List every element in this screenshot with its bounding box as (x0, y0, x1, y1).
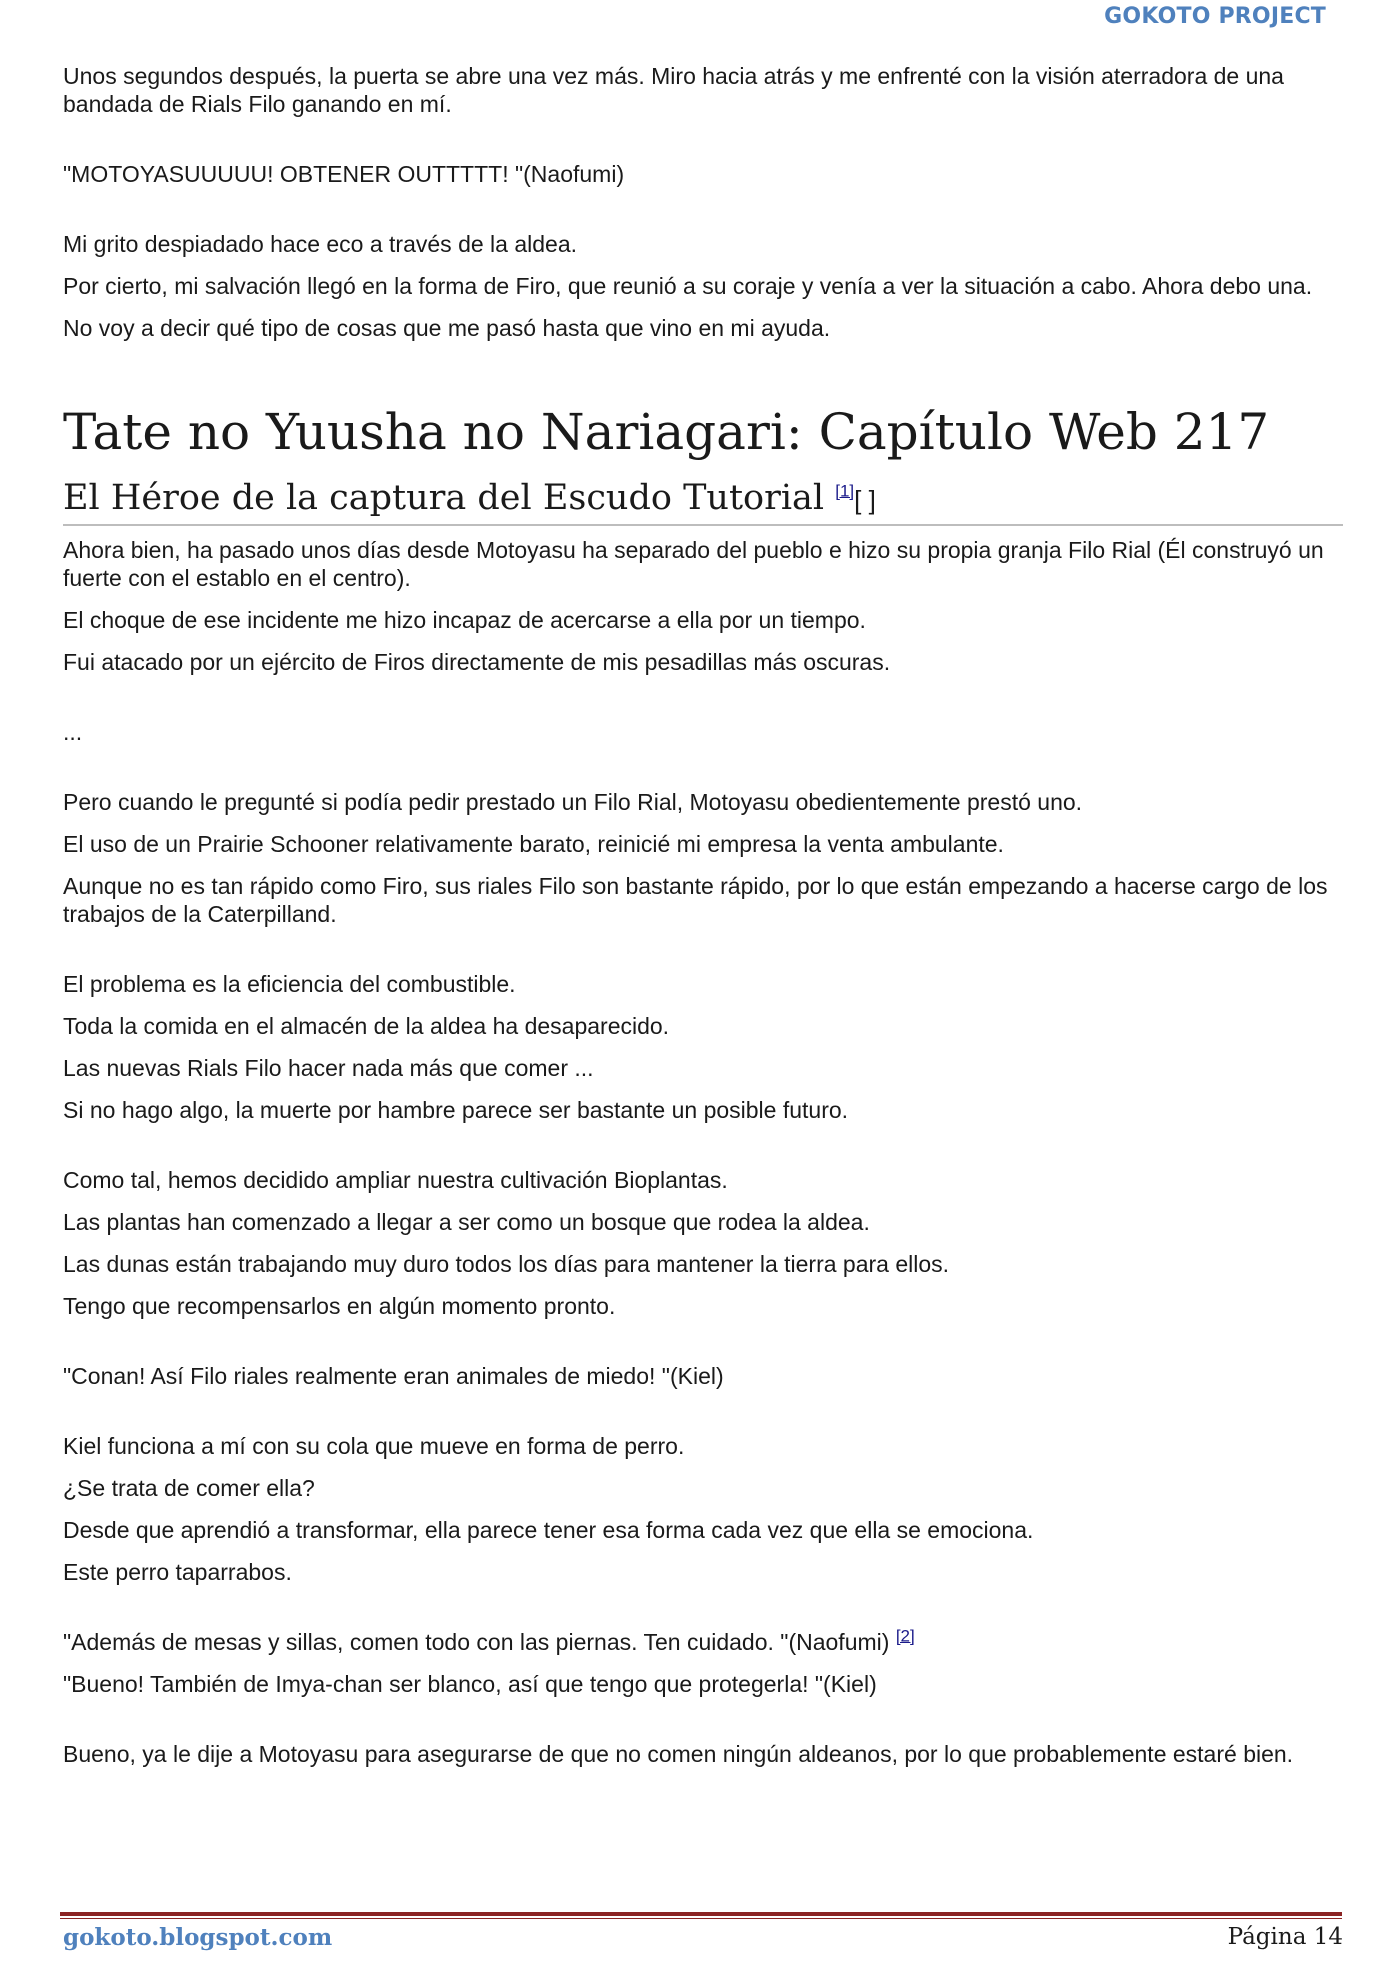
chapter-subtitle (63, 476, 1343, 526)
paragraph: Pero cuando le pregunté si podía pedir prestado un Filo Rial, Motoyasu obedientemente prestó uno. (63, 789, 1083, 815)
paragraph-text: "Además de mesas y sillas, comen todo con las piernas. Ten cuidado. "(Naofumi) (63, 1629, 890, 1655)
edit-link[interactable]: [ ] (854, 485, 876, 515)
header-brand: GOKOTO PROJECT (1104, 4, 1326, 29)
paragraph: No voy a decir qué tipo de cosas que me pasó hasta que vino en mi ayuda. (63, 315, 831, 341)
paragraph: Toda la comida en el almacén de la aldea ha desaparecido. (63, 1013, 670, 1039)
paragraph: Kiel funciona a mí con su cola que mueve en forma de perro. (63, 1433, 685, 1459)
paragraph: Si no hago algo, la muerte por hambre parece ser bastante un posible futuro. (63, 1097, 849, 1123)
paragraph: Este perro taparrabos. (63, 1559, 292, 1585)
footnote-link-1[interactable]: [1] (835, 481, 855, 501)
paragraph: ... (63, 719, 83, 745)
chapter-subtitle-text: El Héroe de la captura del Escudo Tutorial (63, 478, 825, 518)
paragraph: Mi grito despiadado hace eco a través de la aldea. (63, 231, 577, 257)
paragraph: El problema es la eficiencia del combustible. (63, 971, 516, 997)
paragraph: Las nuevas Rials Filo hacer nada más que comer ... (63, 1055, 594, 1081)
paragraph: El uso de un Prairie Schooner relativamente barato, reinicié mi empresa la venta ambulante. (63, 831, 1004, 857)
paragraph: Bueno, ya le dije a Motoyasu para asegurarse de que no comen ningún aldeanos, por lo que probablemente estaré bien. (63, 1741, 1294, 1767)
paragraph (63, 1628, 1343, 1656)
paragraph: El choque de ese incidente me hizo incapaz de acercarse a ella por un tiempo. (63, 607, 866, 633)
footnote-link-2[interactable]: [2] (895, 1626, 915, 1646)
paragraph: Tengo que recompensarlos en algún momento pronto. (63, 1293, 616, 1319)
paragraph: Fui atacado por un ejército de Firos directamente de mis pesadillas más oscuras. (63, 649, 891, 675)
paragraph: Aunque no es tan rápido como Firo, sus riales Filo son bastante rápido, por lo que están empezando a hacerse cargo de los trabajos de la Caterpilland. (63, 873, 1328, 927)
paragraph: Las plantas han comenzado a llegar a ser como un bosque que rodea la aldea. (63, 1209, 870, 1235)
page-number: Página 14 (1227, 1924, 1343, 1950)
paragraph: ¿Se trata de comer ella? (63, 1475, 315, 1501)
paragraph: Como tal, hemos decidido ampliar nuestra cultivación Bioplantas. (63, 1167, 728, 1193)
page-content (63, 62, 1343, 1782)
paragraph: "Bueno! También de Imya-chan ser blanco, así que tengo que protegerla! "(Kiel) (63, 1671, 877, 1697)
paragraph: Las dunas están trabajando muy duro todos los días para mantener la tierra para ellos. (63, 1251, 950, 1277)
paragraph: Desde que aprendió a transformar, ella parece tener esa forma cada vez que ella se emociona. (63, 1517, 1034, 1543)
chapter-title: Tate no Yuusha no Nariagari: Capítulo Web 217 (63, 403, 1270, 461)
paragraph: Por cierto, mi salvación llegó en la forma de Firo, que reunió a su coraje y venía a ver la situación a cabo. Ahora debo una. (63, 273, 1313, 299)
paragraph: Unos segundos después, la puerta se abre una vez más. Miro hacia atrás y me enfrenté con la visión aterradora de una bandada de Rials Filo ganando en mí. (63, 63, 1284, 117)
footer-site: gokoto.blogspot.com (63, 1924, 333, 1951)
paragraph: "MOTOYASUUUUU! OBTENER OUTTTTT! "(Naofumi) (63, 161, 625, 187)
paragraph: Ahora bien, ha pasado unos días desde Motoyasu ha separado del pueblo e hizo su propia granja Filo Rial (Él construyó un fuerte con el establo en el centro). (63, 537, 1324, 591)
footer-divider-thin (60, 1918, 1342, 1919)
footer-divider (60, 1912, 1342, 1916)
paragraph: "Conan! Así Filo riales realmente eran animales de miedo! "(Kiel) (63, 1363, 724, 1389)
